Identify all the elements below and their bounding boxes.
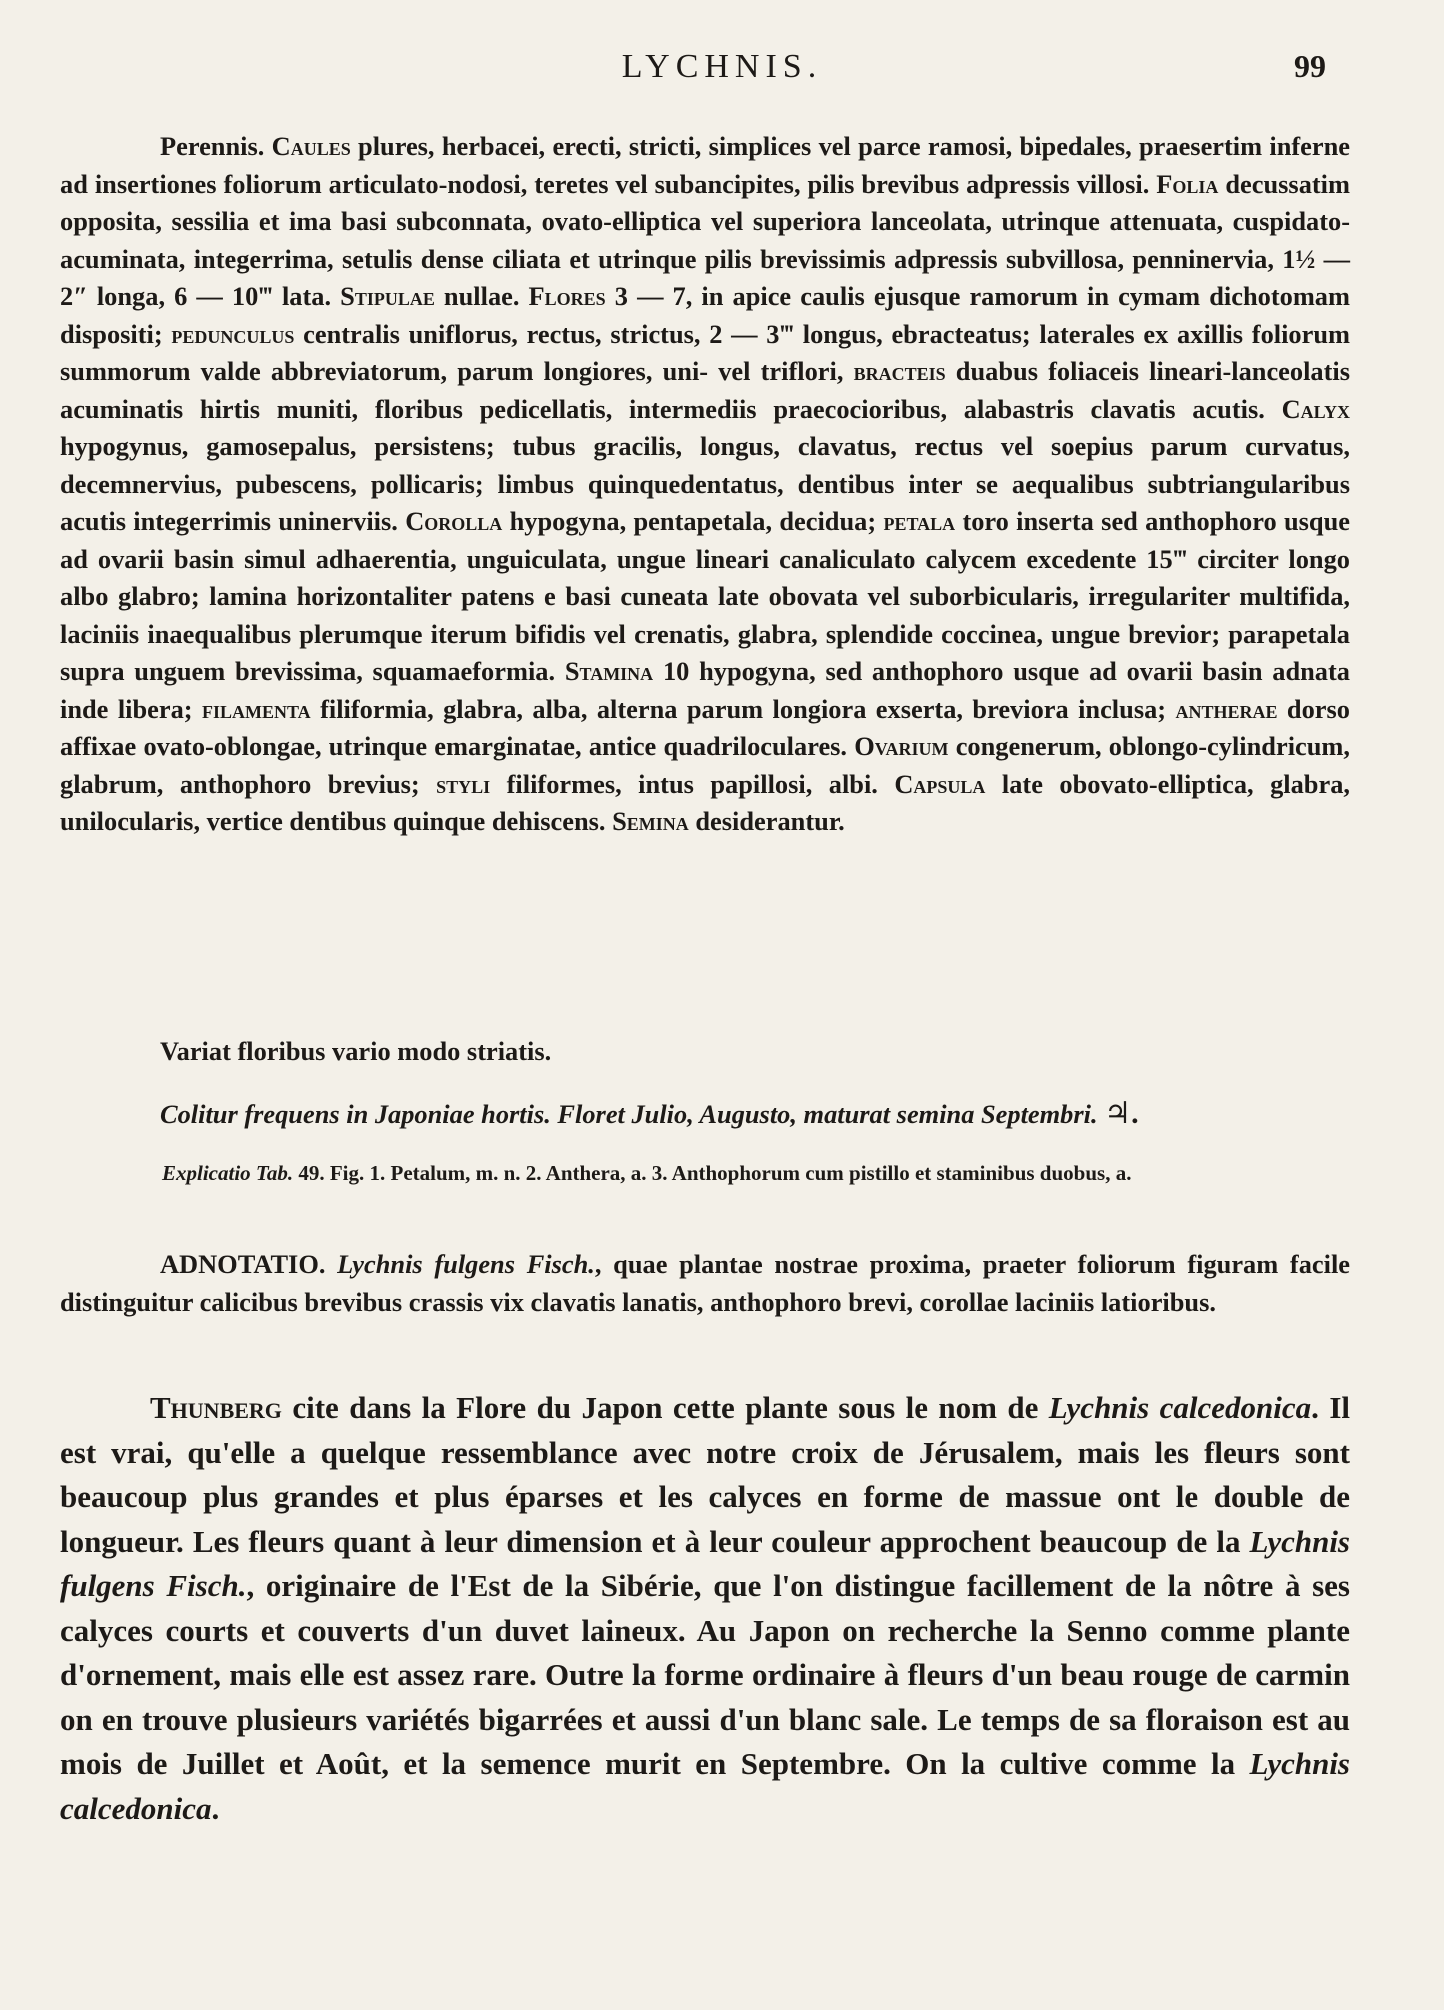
species-name: Lychnis fulgens Fisch. [60,1523,1350,1603]
author-name: Thunberg [150,1390,282,1425]
text-span: desiderantur. [688,806,845,836]
term-calyx: Calyx [1281,393,1350,424]
text-span: nullae. [434,281,529,311]
text-span: Perennis. [160,131,272,161]
term-ovarium: Ovarium [854,731,949,761]
french-paragraph [60,1386,1350,1831]
term-folia: Folia [1156,168,1219,199]
term-capsula: Capsula [894,768,986,799]
text-span: , originaire de l'Est de la Sibérie, que l'on distingue facillement de la nôtre à ses calyces courts et couverts d'un duvet laineux. Au Japon on recherche la Senno comme plante d'ornement, mais elle est assez rare. Outre la forme ordinaire à fleurs d'un beau rouge de carmin on en trouve plusieurs variétés bigarrées et aussi d'un blanc sale. Le temps de sa floraison est au mois de Juillet et Août, et la semence murit en Septembre. On la cultive comme la [60,1568,1350,1781]
text-span: . [211,1790,220,1826]
term-bracteis: bracteis [853,356,946,386]
term-stamina: Stamina [564,656,654,686]
latin-description [60,128,1350,841]
term-pedunculus: pedunculus [171,318,295,349]
variat-line [60,1033,1350,1070]
term-filamenta: filamenta [202,693,311,724]
text-span: centralis uniflorus, rectus, strictus, 2 — 3‴ longus, ebracteatus; laterales ex axillis foliorum summorum valde abbreviatorum, parum longiores, uni- vel triflori, [60,318,1350,386]
text-span: filiformes, intus papillosi, albi. [490,768,895,799]
adnotatio-paragraph [60,1245,1350,1321]
description-paragraph [60,128,1350,841]
text-span: hypogynus, gamosepalus, persistens; tubus gracilis, longus, clavatus, rectus vel soepius parum curvatus, decemnervius, pubescens, pollicaris; limbus quinquedentatus, dentibus inter se aequalibus subtriangularibus acutis integerrimis uninerviis. [60,431,1350,536]
species-name: Lychnis calcedonica [1048,1390,1312,1425]
variat-text: Variat floribus vario modo striatis. [160,1036,552,1066]
explicatio-paragraph [60,1155,1350,1191]
text-span: decussatim opposita, sessilia et ima basi subconnata, ovato-elliptica vel superiora lanceolata, utrinque attenuata, cuspidato-acuminata, integerrima, setulis dense ciliata et utrinque pilis brevissimis adpressis subvillosa, penninervia, 1½ — 2″ longa, 6 — 10‴ lata. [60,168,1350,311]
term-antherae: antherae [1175,693,1278,724]
adnotatio-note [60,1245,1350,1321]
page-number: 99 [1294,48,1326,84]
text-span: 3 — 7, in apice caulis ejusque ramorum in cymam dichotomam dispositi; [60,281,1350,349]
text-span: hypogyna, pentapetala, decidua; [502,506,884,536]
page-header [0,48,1444,98]
adnotatio-text: , quae plantae nostrae proxima, praeter foliorum figuram facile distinguitur calicibus brevibus crassis vix clavatis lanatis, anthophoro brevi, corollae laciniis latioribus. [60,1249,1350,1317]
term-flores: Flores [528,281,606,311]
term-stipulae: Stipulae [340,281,435,311]
colitur-paragraph [60,1095,1350,1133]
term-semina: Semina [612,806,689,836]
text-span: filiformia, glabra, alba, alterna parum longiora exserta, breviora inclusa; [310,693,1176,724]
text-span: 10 hypogyna, sed anthophoro usque ad ovarii basin adnata inde libera; [60,656,1350,724]
text-span: . Il est vrai, qu'elle a quelque ressemblance avec notre croix de Jérusalem, mais les fleurs sont beaucoup plus grandes et plus éparses et les calyces en forme de massue ont le double de longueur. Les fleurs quant à leur dimension et à leur couleur approchent beaucoup de la [60,1390,1350,1559]
text-span: dorso affixae ovato-oblongae, utrinque emarginatae, antice quadriloculares. [60,693,1350,761]
explicatio-label: Explicatio Tab. [162,1161,294,1185]
term-corolla: Corolla [405,506,503,536]
french-commentary [60,1386,1350,1831]
colitur-text: Colitur frequens in Japoniae hortis. Floret Julio, Augusto, maturat semina Septembri. [160,1099,1098,1129]
text-span: plures, herbacei, erecti, stricti, simplices vel parce ramosi, bipedales, praesertim inferne ad insertiones foliorum articulato-nodosi, teretes vel subancipites, pilis brevibus adpressis villosi. [60,131,1351,199]
term-caules: Caules [271,131,351,161]
perennial-symbol: ♃. [1104,1097,1139,1130]
explicatio-text: 49. Fig. 1. Petalum, m. n. 2. Anthera, a. 3. Anthophorum cum pistillo et staminibus duobus, a. [293,1161,1132,1185]
colitur-line [60,1095,1350,1133]
term-styli: styli [436,768,491,799]
text-span: duabus foliaceis lineari-lanceolatis acuminatis hirtis muniti, floribus pedicellatis, intermediis praecocioribus, alabastris clavatis acutis. [60,356,1350,424]
plate-explanation [60,1155,1350,1191]
text-span: toro inserta sed anthophoro usque ad ovarii basin simul adhaerentia, unguiculata, ungue lineari canaliculato calycem excedente 15‴ circiter longo albo glabro; lamina horizontaliter patens e basi cuneata late obovata vel suborbicularis, irregulariter multifida, laciniis inaequalibus plerumque iterum bifidis vel crenatis, glabra, splendide coccinea, ungue brevior; parapetala supra unguem brevissima, squamaeformia. [60,506,1350,686]
text-span: cite dans la Flore du Japon cette plante sous le nom de [281,1390,1049,1425]
species-name: Lychnis fulgens Fisch. [337,1249,595,1279]
text-span: late obovato-elliptica, glabra, unilocularis, vertice dentibus quinque dehiscens. [60,768,1350,836]
species-name: Lychnis calcedonica [60,1746,1350,1826]
text-span: congenerum, oblongo-cylindricum, glabrum, anthophoro brevius; [60,731,1350,799]
term-petala: petala [883,506,956,536]
running-title: LYCHNIS. [621,48,823,85]
adnotatio-label: ADNOTATIO. [160,1249,338,1279]
